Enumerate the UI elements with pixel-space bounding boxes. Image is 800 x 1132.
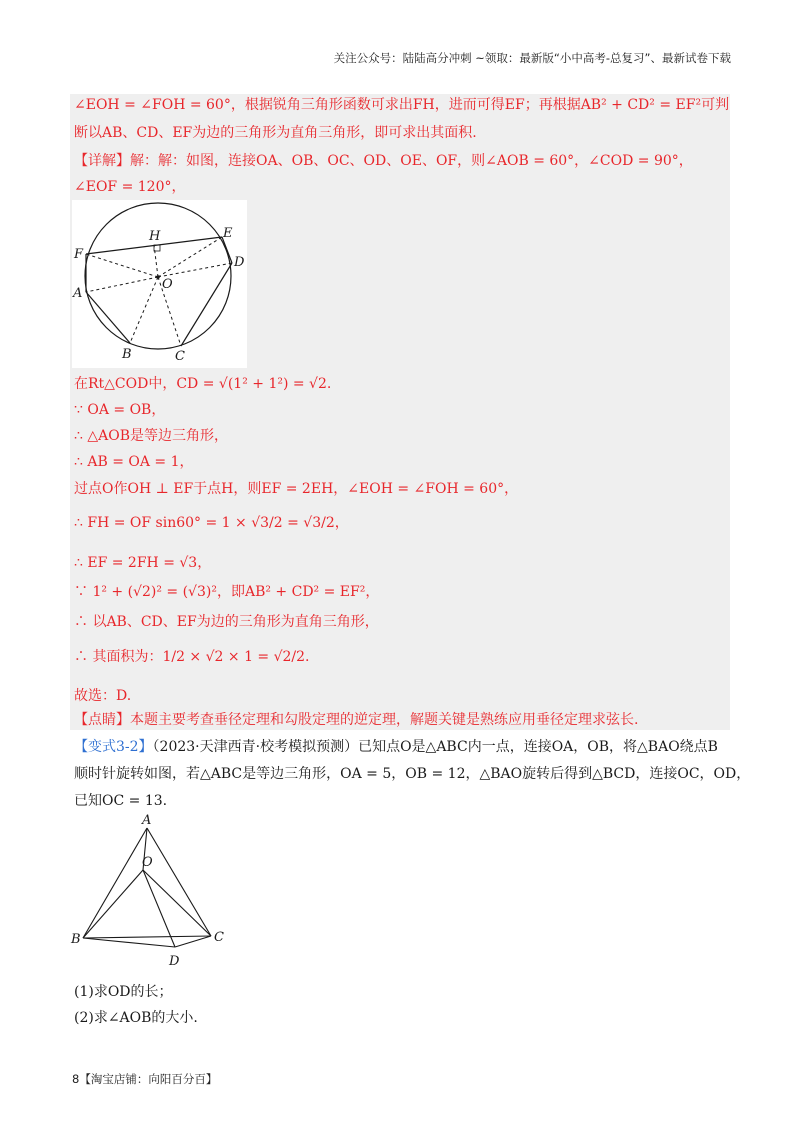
label-H: H [149,229,161,244]
solution-line-13: ∴ 以AB、CD、EF为边的三角形为直角三角形， [74,614,379,630]
label-B2: B [71,932,81,947]
solution-line-1: ∠EOH = ∠FOH = 60°，根据锐角三角形函数可求出FH，进而可得EF；再根据AB² + CD² = EF²可判 [74,97,730,113]
variant-line-1 [74,737,718,757]
detail-text: 解：解：如图，连接OA、OB、OC、OD、OE、OF，则∠AOB = 60°，∠COD = 90°， [130,153,693,169]
triangle-figure [70,810,230,972]
remark-tag: 【点睛】 [74,712,130,728]
label-A: A [73,286,83,301]
question-1: (1)求OD的长； [74,984,173,1000]
remark-text: 本题主要考查垂径定理和勾股定理的逆定理，解题关键是熟练应用垂径定理求弦长. [130,712,639,728]
label-E: E [223,226,233,241]
solution-line-7: ∴ △AOB是等边三角形， [74,428,228,444]
variant-text-1: （2023·天津西青·校考模拟预测）已知点O是△ABC内一点，连接OA，OB，将△BAO绕点B [152,739,718,755]
solution-line-16 [74,710,638,730]
variant-line-3: 已知OC = 13. [74,793,168,809]
variant-line-2: 顺时针旋转如图，若△ABC是等边三角形，OA = 5，OB = 12，△BAO旋转后得到△BCD，连接OC，OD， [74,766,751,782]
solution-line-10: ∴ FH = OF sin60° = 1 × √3/2 = √3/2， [74,515,349,531]
solution-line-4: ∠EOF = 120°， [74,179,186,195]
label-A2: A [142,813,152,828]
solution-line-12: ∵ 1² + (√2)² = (√3)²，即AB² + CD² = EF²， [74,584,380,600]
solution-line-9: 过点O作OH ⊥ EF于点H，则EF = 2EH，∠EOH = ∠FOH = 60°， [74,481,519,497]
label-F: F [74,247,84,262]
label-O2: O [142,855,153,870]
solution-line-15: 故选：D. [74,688,132,704]
label-D2: D [169,954,180,969]
label-D: D [234,255,245,270]
label-C: C [175,349,185,364]
detail-tag: 【详解】 [74,153,130,169]
solution-line-11: ∴ EF = 2FH = √3， [74,555,212,571]
solution-line-5: 在Rt△COD中，CD = √(1² + 1²) = √2. [74,376,332,392]
solution-line-2: 断以AB、CD、EF为边的三角形为直角三角形，即可求出其面积. [74,125,477,141]
solution-line-8: ∴ AB = OA = 1， [74,454,194,470]
label-C2: C [214,930,224,945]
page-header: 关注公众号：陆陆高分冲刺 ~领取：最新版“小中高考-总复习”、最新试卷下载 [333,51,731,65]
label-O: O [162,277,173,292]
question-2: (2)求∠AOB的大小. [74,1010,198,1026]
solution-line-3 [74,151,693,171]
label-B: B [122,347,132,362]
circle-figure [72,200,247,368]
solution-line-6: ∵ OA = OB， [74,402,166,418]
variant-tag: 【变式3-2】 [74,739,153,755]
page-footer: 8【淘宝店铺：向阳百分百】 [72,1072,218,1086]
solution-line-14: ∴ 其面积为：1/2 × √2 × 1 = √2/2. [74,649,310,665]
